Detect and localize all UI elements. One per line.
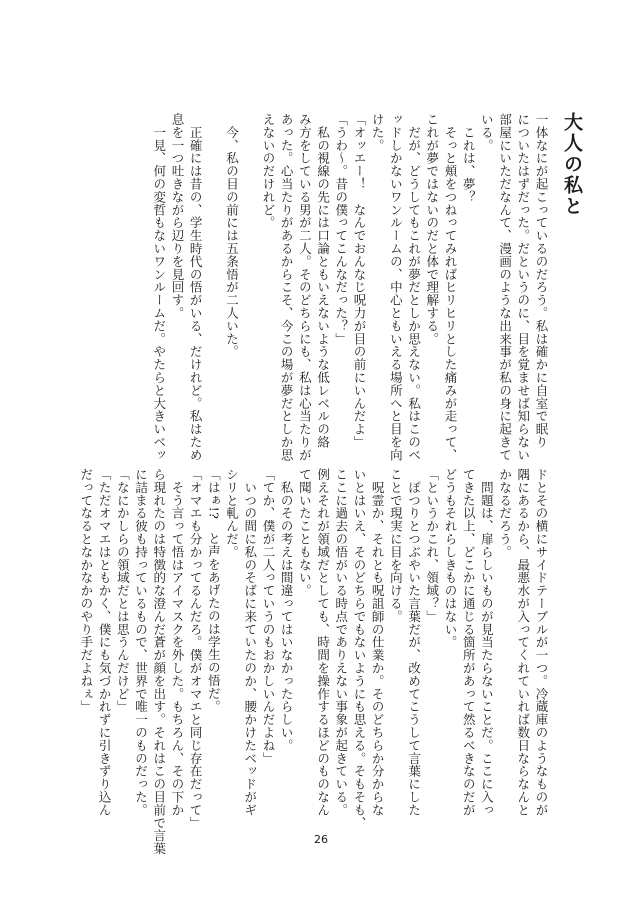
text-line: 「うわ～。昔の僕ってこんなだった？」 — [333, 113, 349, 346]
text-line: ぽつりとつぶやいた言葉だが、改めてこうして言葉にした — [406, 468, 422, 817]
text-line: 「ただオマエはともかく、僕にも気づかれずに引きずり込ん — [97, 468, 113, 817]
text-line — [241, 113, 259, 448]
text-line: についたはずだった。だというのに、目を覚ませば知らない — [515, 113, 531, 462]
text-line: ことで現実に目を向ける。 — [388, 468, 404, 623]
text-line: ここに過去の悟がいる時点でありえない事象が起きている。 — [333, 468, 349, 817]
text-line: てきた以上、どこかに通じる箇所があって然るべきなのだが — [461, 468, 477, 817]
text-line: いる。 — [479, 113, 495, 152]
text-line: 呪霊か、それとも呪詛師の仕業か。そのどちらか分からな — [370, 468, 386, 817]
text-line: に詰まる彼も持っているもので、世界で唯一のものだった。 — [133, 468, 149, 817]
text-line: 息を一つ吐きながら辺りを見回す。 — [169, 113, 185, 320]
text-line — [204, 113, 222, 448]
text-line: 「オッエー！ なんでおんなじ呪力が目の前にいんだよ」 — [351, 113, 367, 449]
text-line: 隅にあるから、最悪水が入ってくれていれば数日ならなんと — [515, 468, 531, 817]
upper-text-block — [150, 113, 550, 462]
text-line: 今、私の目の前には五条悟が二人いた。 — [224, 113, 240, 359]
text-line: いとはいえ、そのどちらでもないようにも思える。そもそも、 — [351, 468, 367, 830]
text-line: ッドしかないワンルームの、中心ともいえる場所へと目を向 — [388, 113, 404, 462]
text-line: これは、夢？ — [461, 113, 477, 204]
text-line: 「なにかしらの領域だとは思うんだけど」 — [115, 468, 131, 714]
text-line: 「てか、僕が二人っていうのもおかしいんだよね」 — [260, 468, 276, 765]
text-line: シリと軋んだ。 — [224, 468, 240, 559]
text-line: 「というかこれ、領域？」 — [424, 468, 440, 623]
text-line: 私の視線の先には口論ともいえないような低レベルの絡 — [315, 113, 331, 449]
text-line: どうもそれらしきものはない。 — [442, 468, 458, 649]
text-line: 「オマエも分かってるんだろ。僕がオマエと同じ存在だって」 — [188, 468, 204, 830]
text-line: 私のその考えは間違ってはいなかったらしい。 — [279, 468, 295, 752]
text-line: だが、どうしてもこれが夢だとしか思えない。私はこのベ — [406, 113, 422, 462]
text-line: 一体なにが起こっているのだろう。私は確かに自室で眠り — [534, 113, 549, 449]
text-line: けた。 — [370, 113, 386, 152]
text-line: て聞いたこともない。 — [297, 468, 313, 597]
text-line: だってなるとなかなかのやり手だよねぇ」 — [78, 468, 94, 714]
text-line: そう言って悟はアイマスクを外した。もちろん、その下か — [169, 468, 185, 817]
text-line: 一見、何の変哲もないワンルームだ。やたらと大きいベッ — [151, 113, 167, 462]
text-line: み方をしている男が二人。そのどちらにも、私は心当たりが — [297, 113, 313, 462]
text-line: ら現れたのは特徴的な澄んだ蒼が顔を出す。それはこの目前で言葉 — [151, 468, 167, 855]
page-number: 26 — [314, 833, 328, 846]
text-line: あった。心当たりがあるからこそ、今この場が夢だとしか思 — [279, 113, 295, 462]
text-line: これが夢ではないのだと体で理解する。 — [424, 113, 440, 346]
text-line: 正確には昔の、学生時代の悟がいる、だけれど。私はため — [188, 113, 204, 462]
text-line: 「はぁ!? と声をあげたのは学生の悟だ。 — [206, 468, 222, 713]
chapter-title: 大人の私と — [561, 112, 583, 217]
text-line: いつの間に私のそばに来ていたのか、腰かけたベッドがギ — [242, 468, 258, 817]
text-line: かなるだろう。 — [497, 468, 513, 559]
text-line: 問題は、扉らしいものが見当たらないことだ。ここに入っ — [479, 468, 495, 817]
text-line: えないのだけれど。 — [260, 113, 276, 230]
text-line: ドとその横にサイドテーブルが一つ。冷蔵庫のようなものが — [534, 468, 549, 817]
text-line: 部屋にいただなんて、漫画のような出来事が私の身に起きて — [497, 113, 513, 462]
text-line: そっと頬をつねってみればヒリヒリとした痛みが走って、 — [442, 113, 458, 462]
text-line: 例えそれが領域だとしても、時間を操作するほどのものなん — [315, 468, 331, 817]
